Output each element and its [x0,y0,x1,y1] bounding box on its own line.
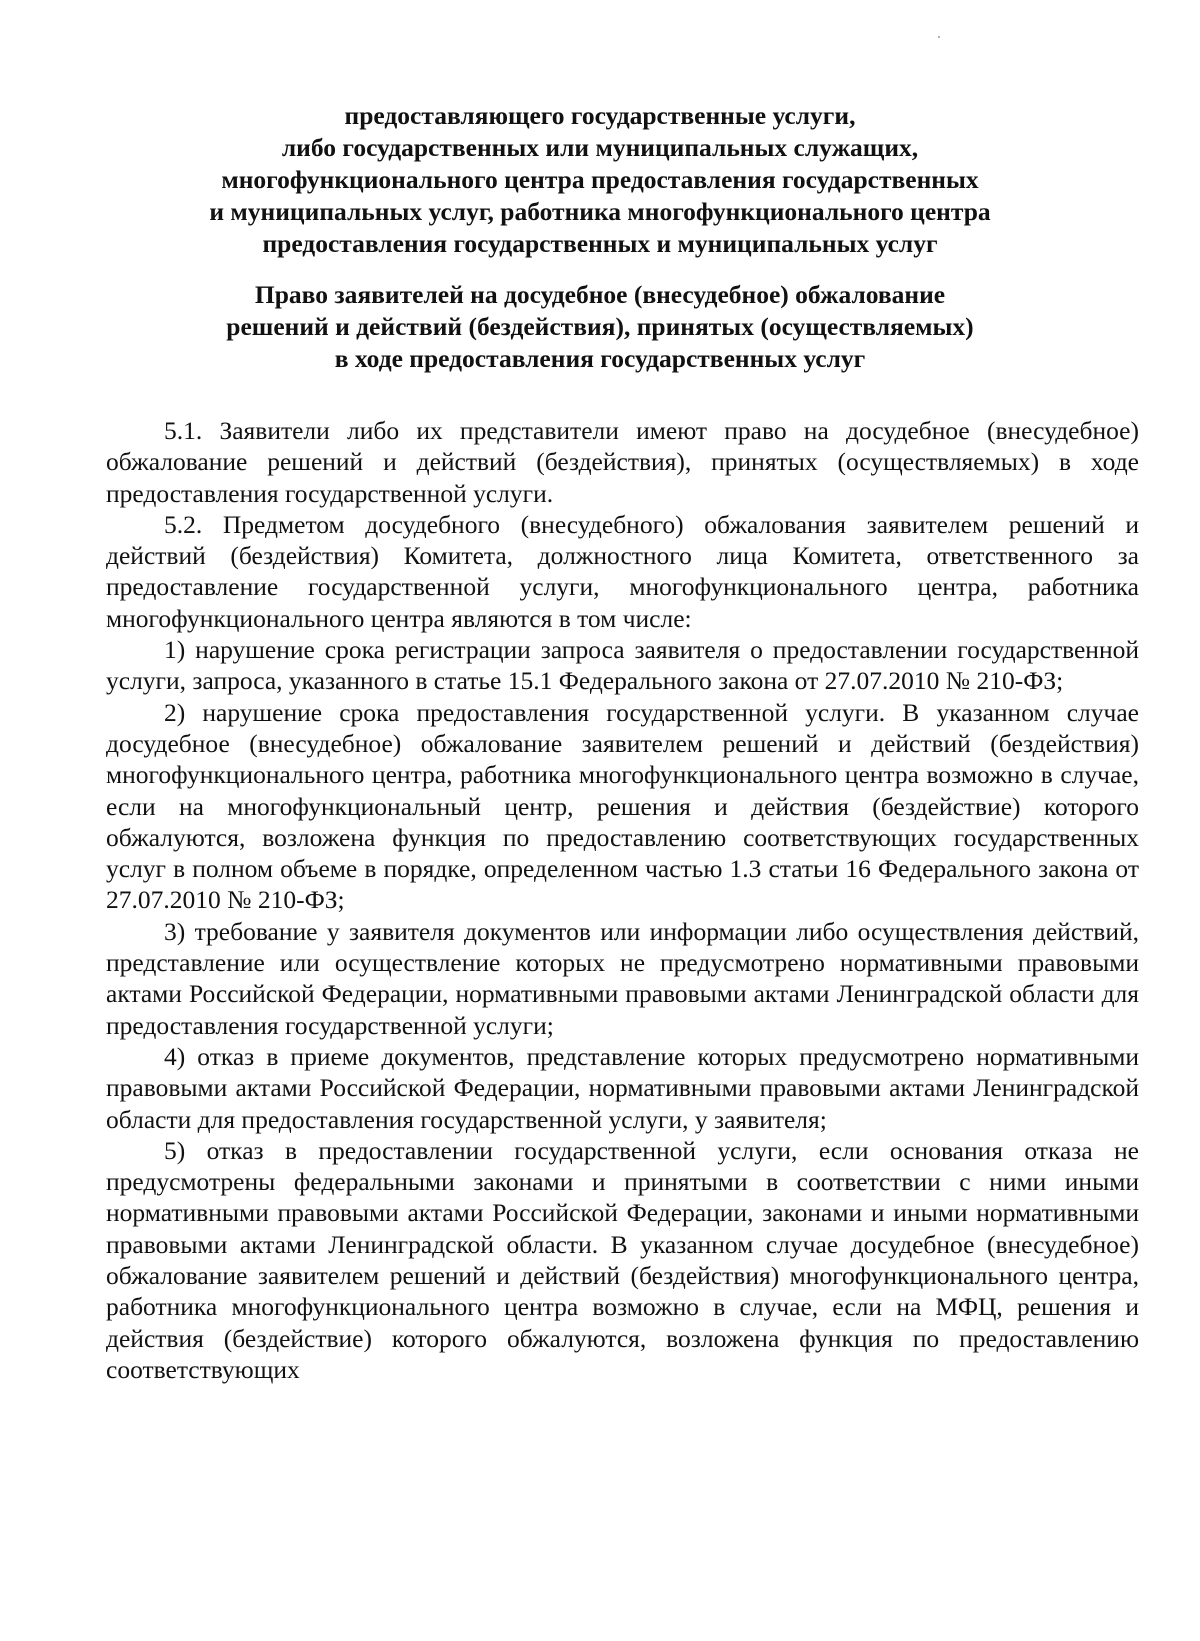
document-body [106,415,1139,1385]
list-item-5: 5) отказ в предоставлении государственной услуги, если основания отказа не предусмотрены федеральными законами и принятыми в соответствии с ними иными нормативными правовыми актами Российской Федерации, законами и иными нормативными правовыми актами Ленинградской области. В указанном случае досудебное (внесудебное) обжалование заявителем решений и действий (бездействия) многофункционального центра, работника многофункционального центра возможно в случае, если на МФЦ, решения и действия (бездействие) которого обжалуются, возложена функция по предоставлению соответствующих [106,1135,1139,1384]
heading-line: в ходе предоставления государственных услуг [334,344,866,373]
heading-line: предоставляющего государственные услуги, [344,101,856,130]
scan-artifact [938,36,940,38]
list-item-3: 3) требование у заявителя документов или информации либо осуществления действий, представление или осуществление которых не предусмотрено нормативными правовыми актами Российской Федерации, нормативными правовыми актами Ленинградской области для предоставления государственной услуги; [106,916,1139,1040]
paragraph-5-1: 5.1. Заявители либо их представители имеют право на досудебное (внесудебное) обжалование решений и действий (бездействия), принятых (осуществляемых) в ходе предоставления государственной услуги. [106,416,1139,508]
heading-line: либо государственных или муниципальных служащих, [281,133,919,162]
list-item-2: 2) нарушение срока предоставления государственной услуги. В указанном случае досудебное (внесудебное) обжалование заявителем решений и действий (бездействия) многофункционального центра, работника многофункционального центра возможно в случае, если на многофункциональный центр, решения и действия (бездействие) которого обжалуются, возложена функция по предоставлению соответствующих государственных услуг в полном объеме в порядке, определенном частью 1.3 статьи 16 Федерального закона от 27.07.2010 № 210-ФЗ; [106,697,1139,915]
section-heading-continuation [110,100,1090,260]
list-item-1: 1) нарушение срока регистрации запроса заявителя о предоставлении государственной услуги, запроса, указанного в статье 15.1 Федерального закона от 27.07.2010 № 210-ФЗ; [106,635,1139,696]
heading-line: решений и действий (бездействия), принятых (осуществляемых) [226,312,974,341]
heading-line: Право заявителей на досудебное (внесудебное) обжалование [254,280,946,309]
heading-line: предоставления государственных и муниципальных услуг [262,229,938,258]
list-item-4: 4) отказ в приеме документов, представление которых предусмотрено нормативными правовыми актами Российской Федерации, нормативными правовыми актами Ленинградской области для предоставления государственной услуги, у заявителя; [106,1041,1139,1134]
subsection-heading [110,279,1090,375]
heading-line: и муниципальных услуг, работника многофункционального центра [209,197,991,226]
heading-line: многофункционального центра предоставления государственных [221,165,979,194]
paragraph-5-2: 5.2. Предметом досудебного (внесудебного) обжалования заявителем решений и действий (бездействия) Комитета, должностного лица Комитета, ответственного за предоставление государственной услуги, многофункционального центра, работника многофункционального центра являются в том числе: [106,509,1139,633]
